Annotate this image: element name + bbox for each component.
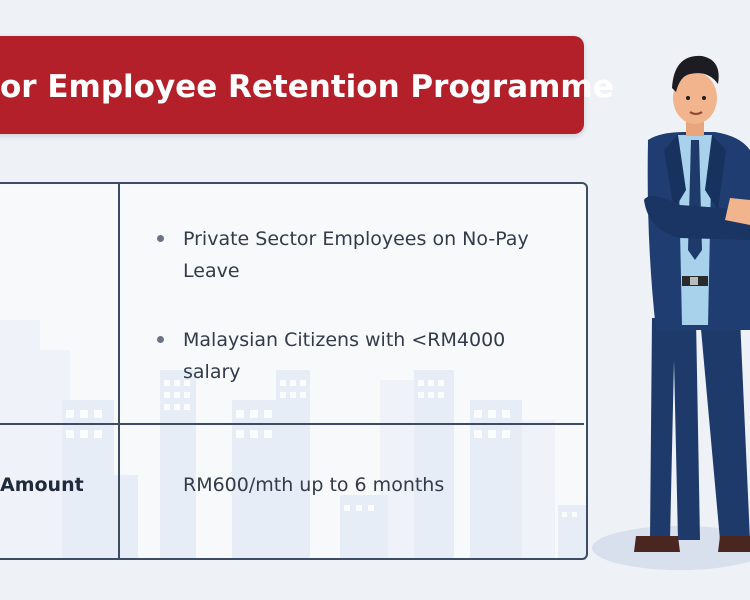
businessman-illustration [590, 40, 750, 600]
table-column-divider [118, 182, 120, 558]
bullet-icon [157, 235, 164, 242]
eligibility-item-1-line1: Private Sector Employees on No-Pay [183, 228, 529, 250]
eligibility-item-2-line1: Malaysian Citizens with <RM4000 [183, 329, 506, 351]
eligibility-item-1-line2: Leave [183, 260, 240, 282]
eligibility-item-2-line2: salary [183, 361, 241, 383]
amount-label: Amount [0, 474, 84, 496]
table-row-divider [0, 423, 584, 425]
amount-value: RM600/mth up to 6 months [183, 474, 445, 496]
page-title: or Employee Retention Programme [0, 69, 614, 105]
bullet-icon [157, 336, 164, 343]
